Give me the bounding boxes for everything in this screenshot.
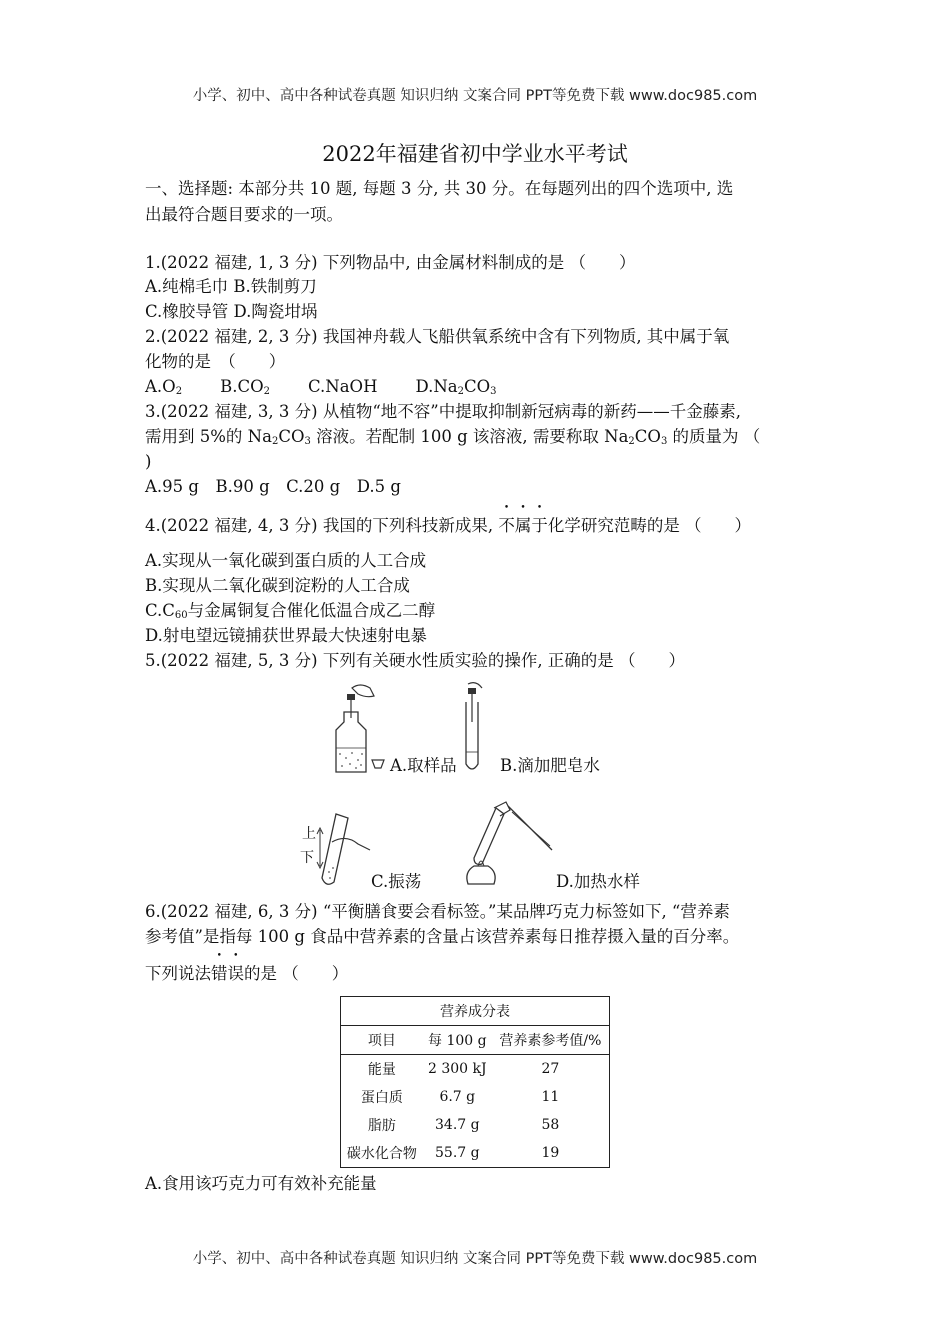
table-header-row bbox=[341, 1026, 610, 1055]
q2-stem-line2: 化物的是 （ ） bbox=[145, 352, 286, 371]
q3-stem-line2: 需用到 5%的 $Na_2CO_3$ 溶液。若配制 100 g 该溶液, 需要称取 $Na_2CO_3$ 的质量为 （ bbox=[145, 427, 761, 447]
q5-option-d: D.加热水样 bbox=[556, 872, 640, 891]
q6-stem-line2: 参考值”是指每 100 g 食品中营养素的含量占该营养素每日推荐摄入量的百分率。 bbox=[145, 927, 740, 946]
table-cell: 2 300 kJ bbox=[427, 1061, 487, 1077]
q2-option-c: C.NaOH bbox=[307, 377, 378, 396]
q2-option-d: $D.Na_2CO_3$ bbox=[415, 377, 497, 397]
q1-stem: 1.(2022 福建, 1, 3 分) 下列物品中, 由金属材料制成的是 （ ） bbox=[145, 253, 636, 272]
table-cell: 58 bbox=[541, 1117, 560, 1133]
q4-option-a: A.实现从一氧化碳到蛋白质的人工合成 bbox=[145, 551, 427, 570]
table-row bbox=[341, 1055, 610, 1084]
table-header-cell: 营养素参考值/% bbox=[492, 1026, 610, 1055]
q5-stem: 5.(2022 福建, 5, 3 分) 下列有关硬水性质实验的操作, 正确的是 （ ） bbox=[145, 651, 686, 670]
q6-option-a: A.食用该巧克力可有效补充能量 bbox=[145, 1174, 377, 1193]
q3-stem-line1: 3.(2022 福建, 3, 3 分) 从植物“地不容”中提取抑制新冠病毒的新药——千金藤素, bbox=[145, 402, 741, 421]
table-cell: 34.7 g bbox=[435, 1117, 480, 1133]
page-title: 2022年福建省初中学业水平考试 bbox=[322, 142, 628, 166]
q5-option-c: C.振荡 bbox=[371, 872, 422, 891]
nutrition-table bbox=[340, 996, 610, 1168]
q2-option-b: $B.CO_2$ bbox=[220, 377, 270, 397]
section-intro-line2: 出最符合题目要求的一项。 bbox=[145, 205, 343, 224]
q5-option-a: A.取样品 bbox=[390, 756, 457, 775]
q3-options: A.95 g B.90 g C.20 g D.5 g bbox=[145, 477, 401, 496]
q5-label-up: 上 bbox=[302, 826, 316, 842]
table-cell: 27 bbox=[541, 1061, 560, 1077]
table-cell: 19 bbox=[541, 1145, 560, 1161]
q4-emphasis-char: 于 bbox=[531, 516, 548, 535]
q6-emphasis-char: 误 bbox=[227, 964, 244, 983]
q2-option-a: $A.O_2$ bbox=[145, 377, 183, 397]
q6-stem-line3: 下列说法错误的是 （ ） bbox=[145, 964, 349, 983]
table-cell: 55.7 g bbox=[435, 1145, 480, 1161]
table-cell: 6.7 g bbox=[439, 1089, 476, 1105]
q2-options bbox=[145, 377, 497, 402]
table-row bbox=[341, 1083, 610, 1111]
table-cell: 蛋白质 bbox=[360, 1090, 403, 1106]
q5-figure-d bbox=[458, 798, 558, 890]
page-header: 小学、初中、高中各种试卷真题 知识归纳 文案合同 PPT等免费下载 www.doc985.com bbox=[192, 88, 758, 104]
q2-stem-line1: 2.(2022 福建, 2, 3 分) 我国神舟载人飞船供氧系统中含有下列物质, 其中属于氧 bbox=[145, 327, 730, 346]
table-header-cell: 项目 bbox=[341, 1026, 423, 1055]
q4-stem: 4.(2022 福建, 4, 3 分) 我国的下列科技新成果, 不属于化学研究范畴的是 （ ） bbox=[145, 516, 752, 535]
table-cell: 能量 bbox=[367, 1062, 396, 1078]
nutrition-table-caption: 营养成分表 bbox=[341, 997, 610, 1026]
table-cell: 11 bbox=[541, 1089, 560, 1105]
table-cell: 碳水化合物 bbox=[346, 1146, 417, 1162]
q1-options-ab: A.纯棉毛巾 B.铁制剪刀 bbox=[145, 277, 317, 296]
table-cell: 脂肪 bbox=[367, 1118, 396, 1134]
q4-option-b: B.实现从二氧化碳到淀粉的人工合成 bbox=[145, 576, 410, 595]
q5-label-down: 下 bbox=[300, 850, 314, 866]
page-footer: 小学、初中、高中各种试卷真题 知识归纳 文案合同 PPT等免费下载 www.doc985.com bbox=[192, 1251, 758, 1267]
q1-options-cd: C.橡胶导管 D.陶瓷坩埚 bbox=[145, 302, 318, 321]
q4-option-c: $C.C_{60}$与金属铜复合催化低温合成乙二醇 bbox=[145, 601, 436, 621]
table-header-cell: 每 100 g bbox=[423, 1026, 492, 1055]
q5-option-b: B.滴加肥皂水 bbox=[500, 756, 600, 775]
q4-emphasis-char: 属 bbox=[514, 516, 532, 535]
q3-stem-line3: ) bbox=[145, 452, 152, 471]
q6-emphasis-char: 错 bbox=[211, 964, 228, 983]
table-row bbox=[341, 1139, 610, 1168]
q4-option-d: D.射电望远镜捕获世界最大快速射电暴 bbox=[145, 626, 427, 645]
q6-stem-line1: 6.(2022 福建, 6, 3 分) “平衡膳食要会看标签。”某品牌巧克力标签如下, “营养素 bbox=[145, 902, 730, 921]
q4-emphasis-char: 不 bbox=[498, 516, 515, 535]
table-row bbox=[341, 1111, 610, 1139]
section-intro-line1: 一、选择题: 本部分共 10 题, 每题 3 分, 共 30 分。在每题列出的四个选项中, 选 bbox=[145, 179, 734, 198]
